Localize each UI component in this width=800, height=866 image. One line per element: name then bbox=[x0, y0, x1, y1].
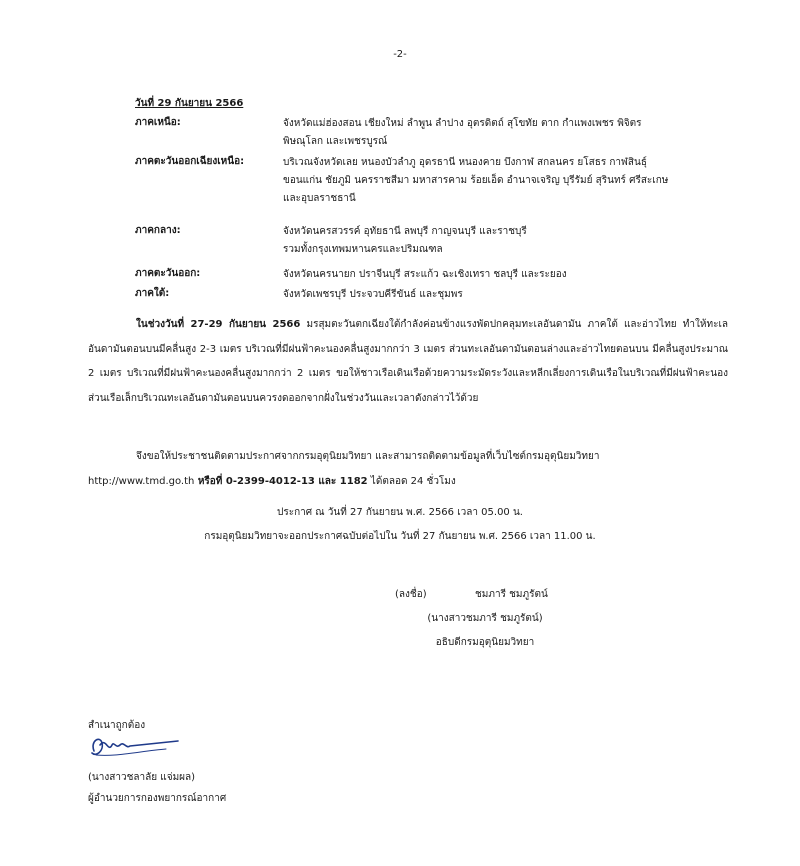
region-line: รวมทั้งกรุงเทพมหานครและปริมณฑล bbox=[283, 244, 443, 255]
signed-label: (ลงชื่อ) bbox=[395, 589, 427, 600]
phone-numbers: หรือที่ 0-2399-4012-13 และ 1182 bbox=[194, 475, 368, 487]
date-heading: วันที่ 29 กันยายน 2566 bbox=[135, 98, 244, 109]
paragraph-bold-lead: ในช่วงวันที่ 27-29 กันยายน 2566 bbox=[136, 319, 301, 330]
region-line: จังหวัดนครสวรรค์ อุทัยธานี ลพบุรี กาญจนบุรี และราชบุรี bbox=[283, 226, 527, 237]
website-link[interactable]: http://www.tmd.go.th bbox=[88, 475, 195, 487]
advice-paragraph bbox=[88, 445, 728, 494]
signer-full-name: (นางสาวชมภารี ชมภูรัตน์) bbox=[427, 613, 543, 624]
region-line: จังหวัดนครนายก ปราจีนบุรี สระแก้ว ฉะเชิงเทรา ชลบุรี และระยอง bbox=[283, 269, 567, 280]
signer-position: อธิบดีกรมอุตุนิยมวิทยา bbox=[435, 637, 535, 648]
region-text bbox=[283, 266, 733, 284]
advice-rest: ได้ตลอด 24 ชั่วโมง bbox=[367, 475, 456, 487]
region-label: ภาคใต้: bbox=[135, 288, 170, 299]
region-label: ภาคตะวันออก: bbox=[135, 268, 201, 279]
handwritten-signature bbox=[86, 731, 181, 763]
region-line: จังหวัดแม่ฮ่องสอน เชียงใหม่ ลำพูน ลำปาง อุตรดิตถ์ สุโขทัย ตาก กำแพงเพชร พิจิตร bbox=[283, 118, 642, 129]
region-label: ภาคเหนือ: bbox=[135, 117, 181, 128]
advice-text: จึงขอให้ประชาชนติดตามประกาศจากกรมอุตุนิยมวิทยา และสามารถติดตามข้อมูลที่เว็บไซต์กรมอุตุนิยมวิทยา bbox=[136, 451, 600, 462]
paragraph-text: มรสุมตะวันตกเฉียงใต้กำลังค่อนข้างแรงพัดปกคลุมทะเลอันดามัน ภาคใต้ และอ่าวไทย ทำให้ทะเลอันดามันตอนบนมีคลื่นสูง 2-3 เมตร บริเวณที่มีฝนฟ้าคะนองคลื่นสูงมากกว่า 3 เมตร ส่วนทะเลอันดามันตอนล่างและอ่าวไทยตอนบน มีคลื่นสูงประมาณ 2 เมตร บริเวณที่มีฝนฟ้าคะนองคลื่นสูงมากกว่า 2 เมตร ขอให้ชาวเรือเดินเรือด้วยความระมัดระวังและหลีกเลี่ยงการเดินเรือในบริเวณที่มีฝนฟ้าคะนอง ส่วนเรือเล็กบริเวณทะเลอันดามันตอนบนควรงดออกจากฝั่งในช่วงวันและเวลาดังกล่าวไว้ด้วย bbox=[88, 319, 728, 404]
footer-name: (นางสาวชลาลัย แจ่มผล) bbox=[88, 772, 196, 783]
region-line: พิษณุโลก และเพชรบูรณ์ bbox=[283, 136, 388, 147]
announce-line: ประกาศ ณ วันที่ 27 กันยายน พ.ศ. 2566 เวลา 05.00 น. bbox=[277, 507, 523, 518]
region-label: ภาคกลาง: bbox=[135, 225, 181, 236]
region-label: ภาคตะวันออกเฉียงเหนือ: bbox=[135, 156, 245, 167]
region-line: ขอนแก่น ชัยภูมิ นครราชสีมา มหาสารคาม ร้อยเอ็ด อำนาจเจริญ บุรีรัมย์ สุรินทร์ ศรีสะเกษ bbox=[283, 175, 669, 186]
page-number: -2- bbox=[393, 49, 407, 60]
signature-block bbox=[375, 583, 595, 655]
forecast-paragraph bbox=[88, 313, 728, 411]
region-line: และอุบลราชธานี bbox=[283, 193, 356, 204]
region-text bbox=[283, 286, 733, 304]
footer-position: ผู้อำนวยการกองพยากรณ์อากาศ bbox=[88, 793, 227, 804]
certified-label: สำเนาถูกต้อง bbox=[88, 720, 146, 731]
region-text bbox=[283, 115, 733, 151]
region-text bbox=[283, 154, 733, 208]
region-line: จังหวัดเพชรบุรี ประจวบคีรีขันธ์ และชุมพร bbox=[283, 289, 463, 300]
signed-name: ชมภารี ชมภูรัตน์ bbox=[475, 589, 548, 600]
next-announce-line: กรมอุตุนิยมวิทยาจะออกประกาศฉบับต่อไปใน วันที่ 27 กันยายน พ.ศ. 2566 เวลา 11.00 น. bbox=[204, 531, 596, 542]
region-line: บริเวณจังหวัดเลย หนองบัวลำภู อุดรธานี หนองคาย บึงกาฬ สกลนคร ยโสธร กาฬสินธุ์ bbox=[283, 157, 647, 168]
region-text bbox=[283, 223, 733, 259]
